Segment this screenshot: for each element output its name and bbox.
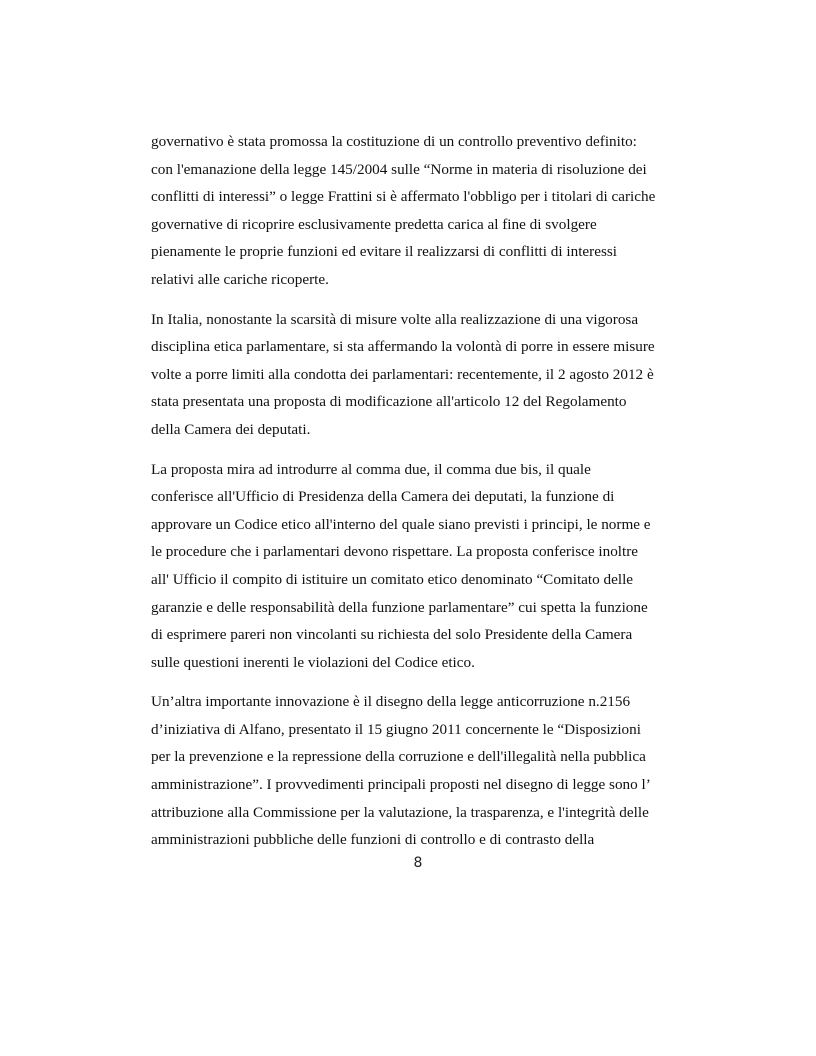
text-line: le procedure che i parlamentari devono rispettare. La proposta conferisce inoltre [151, 543, 639, 561]
text-line: conflitti di interessi” o legge Frattini si è affermato l'obbligo per i titolari di cariche [151, 188, 656, 206]
text-line: disciplina etica parlamentare, si sta affermando la volontà di porre in essere misure [151, 338, 655, 356]
paragraph-2 [151, 306, 685, 444]
text-line: amministrazione”. I provvedimenti principali proposti nel disegno di legge sono l’ [151, 776, 651, 794]
text-line: governative di ricoprire esclusivamente predetta carica al fine di svolgere [151, 215, 597, 233]
text-line: di esprimere pareri non vincolanti su richiesta del solo Presidente della Camera [151, 626, 633, 644]
document-body [151, 128, 685, 866]
paragraph-4 [151, 688, 685, 854]
text-line: garanzie e delle responsabilità della funzione parlamentare” cui spetta la funzione [151, 598, 648, 616]
text-line: pienamente le proprie funzioni ed evitare il realizzarsi di conflitti di interessi [151, 243, 617, 261]
text-line: della Camera dei deputati. [151, 420, 311, 438]
text-line: volte a porre limiti alla condotta dei parlamentari: recentemente, il 2 agosto 2012 è [151, 365, 654, 383]
text-line: d’iniziativa di Alfano, presentato il 15 giugno 2011 concernente le “Disposizioni [151, 720, 641, 738]
text-line: attribuzione alla Commissione per la valutazione, la trasparenza, e l'integrità delle [151, 803, 649, 821]
text-line: amministrazioni pubbliche delle funzioni di controllo e di contrasto della [151, 831, 595, 849]
text-line: con l'emanazione della legge 145/2004 sulle “Norme in materia di risoluzione dei [151, 160, 647, 178]
text-line: governativo è stata promossa la costituzione di un controllo preventivo definito: [151, 133, 637, 150]
text-line: relativi alle cariche ricoperte. [151, 270, 329, 288]
text-line: approvare un Codice etico all'interno del quale siano previsti i principi, le norme e [151, 515, 651, 533]
text-line: La proposta mira ad introdurre al comma due, il comma due bis, il quale [151, 460, 591, 478]
text-line: conferisce all'Ufficio di Presidenza della Camera dei deputati, la funzione di [151, 488, 615, 506]
text-line: sulle questioni inerenti le violazioni del Codice etico. [151, 653, 475, 671]
text-line: stata presentata una proposta di modificazione all'articolo 12 del Regolamento [151, 393, 627, 411]
text-line: all' Ufficio il compito di istituire un comitato etico denominato “Comitato delle [151, 570, 634, 588]
page-number: 8 [413, 855, 423, 871]
text-line: In Italia, nonostante la scarsità di misure volte alla realizzazione di una vigorosa [151, 310, 639, 328]
paragraph-3 [151, 456, 685, 677]
text-line: per la prevenzione e la repressione della corruzione e dell'illegalità nella pubblica [151, 748, 646, 766]
text-line: Un’altra importante innovazione è il disegno della legge anticorruzione n.2156 [151, 693, 631, 711]
paragraph-1 [151, 128, 685, 294]
